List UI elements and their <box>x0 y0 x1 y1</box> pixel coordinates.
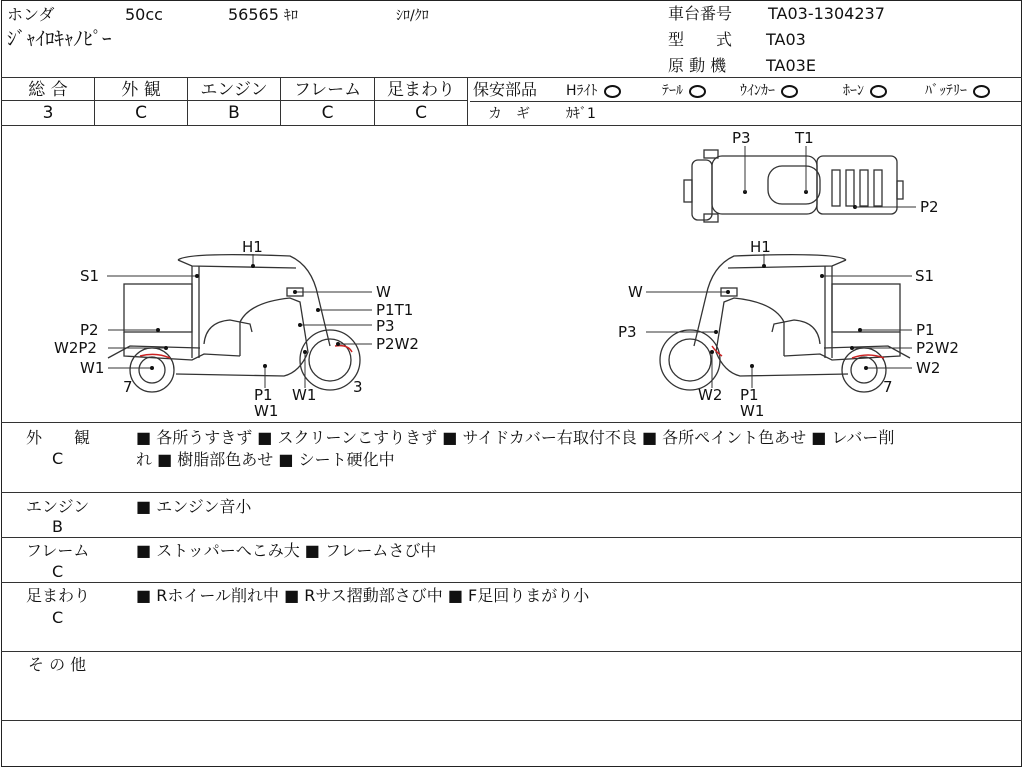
safety-item-winker: ｳｲﾝｶｰ <box>740 81 798 101</box>
remark-other-label: そ の 他 <box>28 655 87 674</box>
top-view-scooter <box>684 150 903 222</box>
remark-suspension-label: 足まわり <box>26 586 91 605</box>
right-p2w2-label: P2W2 <box>916 339 959 357</box>
right-w2a-label: W2 <box>698 386 723 404</box>
engine-type-label: 原 動 機 <box>668 56 727 75</box>
left-side-scooter <box>108 255 360 392</box>
safety-item-horn: ﾎｰﾝ <box>843 81 887 101</box>
right-w1-label: W1 <box>740 402 765 420</box>
right-w-label: W <box>628 283 643 301</box>
grade-engine-value: B <box>228 103 240 123</box>
grade-frame-label: フレーム <box>293 80 362 100</box>
left-p1t1-label: P1T1 <box>376 301 414 319</box>
left-w-label: W <box>376 283 391 301</box>
left-p2-label: P2 <box>80 321 99 339</box>
top-p2-label: P2 <box>920 198 939 216</box>
grade-engine-label: エンジン <box>200 80 268 100</box>
right-s1-label: S1 <box>915 267 935 285</box>
engine-type-value: TA03E <box>766 56 816 75</box>
model-name: ｼﾞｬｲﾛｷｬﾉﾋﾟｰ <box>7 28 112 50</box>
displacement: 50cc <box>125 5 163 24</box>
frame-no-value: TA03-1304237 <box>768 4 885 23</box>
ok-circle-icon <box>781 85 798 98</box>
remark-engine-text: ■ エンジン音小 <box>136 497 252 516</box>
divider <box>1 537 1022 538</box>
remark-exterior-line1: ■ 各所うすきず ■ スクリーンこすりきず ■ サイドカバー右取付不良 ■ 各所ペイント色あせ ■ レバー削 <box>136 428 895 447</box>
safety-item-headlight: Hﾗｲﾄ <box>566 81 621 101</box>
left-p2w2-label: P2W2 <box>376 335 419 353</box>
color: ｼﾛ/ｸﾛ <box>396 8 429 24</box>
ok-circle-icon <box>973 85 990 98</box>
left-s1-label: S1 <box>80 267 100 285</box>
left-7-label: 7 <box>123 378 133 396</box>
ok-circle-icon <box>870 85 887 98</box>
right-side-scooter <box>660 255 910 392</box>
left-w1a-label: W1 <box>80 359 105 377</box>
key-value: ｶｷﾞ1 <box>566 106 596 122</box>
grade-suspension-value: C <box>415 103 427 123</box>
left-3-label: 3 <box>353 378 363 396</box>
safety-item-tail: ﾃｰﾙ <box>662 81 706 101</box>
right-7-label: 7 <box>883 378 893 396</box>
frame-no-label: 車台番号 <box>668 4 733 23</box>
right-p1b-label: P1 <box>740 386 759 404</box>
remark-engine-grade: B <box>52 517 63 536</box>
grade-frame-value: C <box>321 103 334 123</box>
left-w1b-label: W1 <box>254 402 279 420</box>
remark-frame-label: フレーム <box>26 541 90 560</box>
grade-overall-value: 3 <box>42 103 54 123</box>
damage-diagram <box>0 126 1024 422</box>
model-type-value: TA03 <box>766 30 806 49</box>
left-p3-label: P3 <box>376 317 395 335</box>
divider <box>467 78 468 125</box>
divider <box>1 77 1022 78</box>
divider <box>470 101 1021 102</box>
grade-exterior-value: C <box>135 103 147 123</box>
right-p3-label: P3 <box>618 323 637 341</box>
grade-overall-label: 総 合 <box>28 80 68 100</box>
right-p1a-label: P1 <box>916 321 935 339</box>
right-w2b-label: W2 <box>916 359 941 377</box>
top-t1-label: T1 <box>795 129 814 147</box>
divider <box>1 582 1022 583</box>
divider <box>1 492 1022 493</box>
divider <box>1 651 1022 652</box>
divider <box>1 720 1022 721</box>
top-p3-label: P3 <box>732 129 751 147</box>
divider <box>1 422 1022 423</box>
left-h1-label: H1 <box>242 238 263 256</box>
grade-suspension-label: 足まわり <box>387 80 455 100</box>
mileage: 56565 ｷﾛ <box>228 5 298 24</box>
remark-engine-label: エンジン <box>26 497 90 516</box>
remark-frame-grade: C <box>52 562 64 581</box>
remark-suspension-text: ■ Rホイール削れ中 ■ Rサス摺動部さび中 ■ F足回りまがり小 <box>136 586 590 605</box>
right-h1-label: H1 <box>750 238 771 256</box>
remark-frame-text: ■ ストッパーへこみ大 ■ フレームさび中 <box>136 541 437 560</box>
ok-circle-icon <box>604 85 621 98</box>
remark-exterior-label: 外 観 <box>26 428 91 447</box>
key-label: カ ギ <box>488 106 530 122</box>
maker: ホンダ <box>7 5 55 24</box>
remark-exterior-grade: C <box>52 449 64 468</box>
safety-label: 保安部品 <box>473 80 538 99</box>
model-type-label: 型 式 <box>668 30 733 49</box>
remark-exterior-line2: れ ■ 樹脂部色あせ ■ シート硬化中 <box>136 450 395 469</box>
ok-circle-icon <box>689 85 706 98</box>
left-w1c-label: W1 <box>292 386 317 404</box>
grade-exterior-label: 外 観 <box>121 80 161 100</box>
left-p1-label: P1 <box>254 386 273 404</box>
remark-suspension-grade: C <box>52 608 64 627</box>
left-w2p2-label: W2P2 <box>54 339 97 357</box>
divider <box>1 100 467 101</box>
safety-item-battery: ﾊﾞｯﾃﾘｰ <box>925 81 990 101</box>
